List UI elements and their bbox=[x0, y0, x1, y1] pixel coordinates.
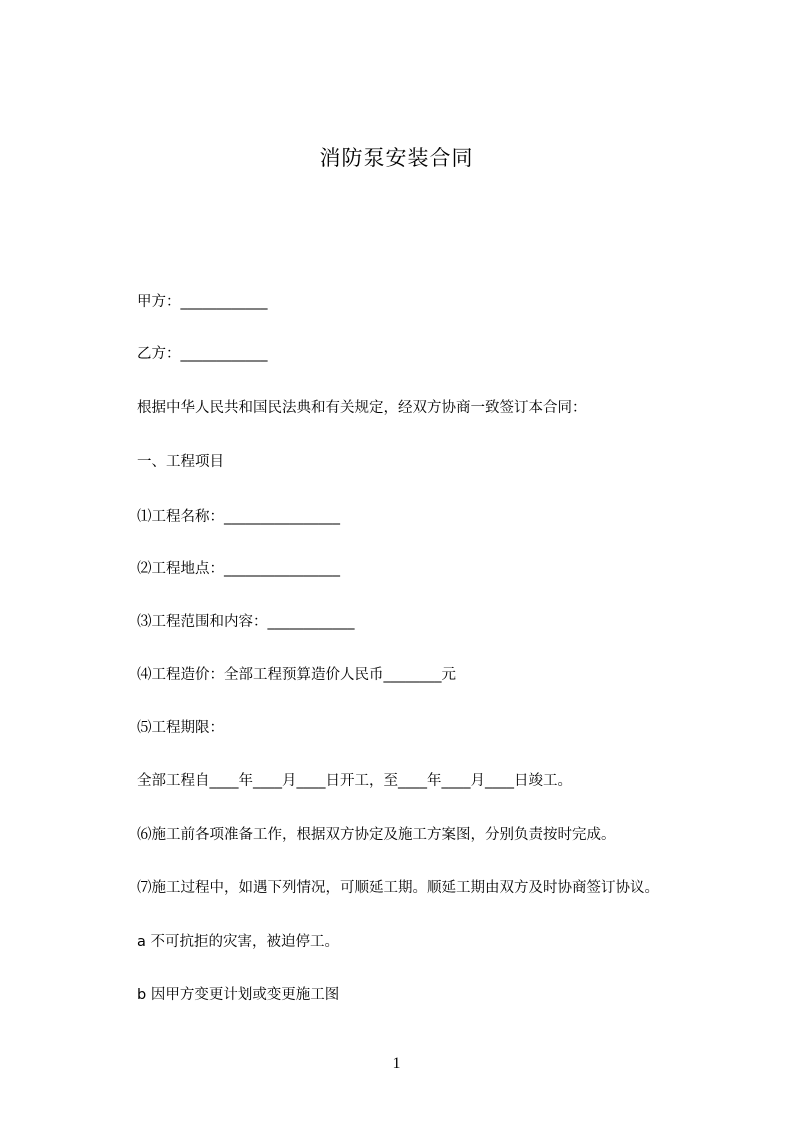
clause-item-b: b 因甲方变更计划或变更施工图 bbox=[137, 987, 340, 1003]
clause-extension: ⑺施工过程中，如遇下列情况，可顺延工期。顺延工期由双方及时协商签订协议。 bbox=[137, 880, 659, 896]
clause-project-location: ⑵工程地点：________________ bbox=[137, 561, 340, 577]
preamble-paragraph: 根据中华人民共和国民法典和有关规定，经双方协商一致签订本合同： bbox=[137, 400, 587, 416]
clause-item-a: a 不可抗拒的灾害，被迫停工。 bbox=[137, 934, 339, 950]
clause-project-cost: ⑷工程造价：全部工程预算造价人民币________元 bbox=[137, 667, 456, 683]
page-number: 1 bbox=[392, 1055, 401, 1072]
clause-project-name: ⑴工程名称：________________ bbox=[137, 509, 340, 525]
section-heading-project: 一、工程项目 bbox=[137, 454, 224, 470]
clause-schedule-dates: 全部工程自____年____月____日开工，至____年____月____日竣工。 bbox=[137, 773, 572, 789]
party-b-line: 乙方：____________ bbox=[137, 346, 268, 362]
document-title: 消防泵安装合同 bbox=[319, 146, 474, 170]
clause-project-period: ⑸工程期限： bbox=[137, 720, 224, 736]
clause-preparation: ⑹施工前各项准备工作，根据双方协定及施工方案图，分别负责按时完成。 bbox=[137, 827, 616, 843]
party-a-line: 甲方：____________ bbox=[137, 294, 268, 310]
clause-project-scope: ⑶工程范围和内容：____________ bbox=[137, 614, 355, 630]
